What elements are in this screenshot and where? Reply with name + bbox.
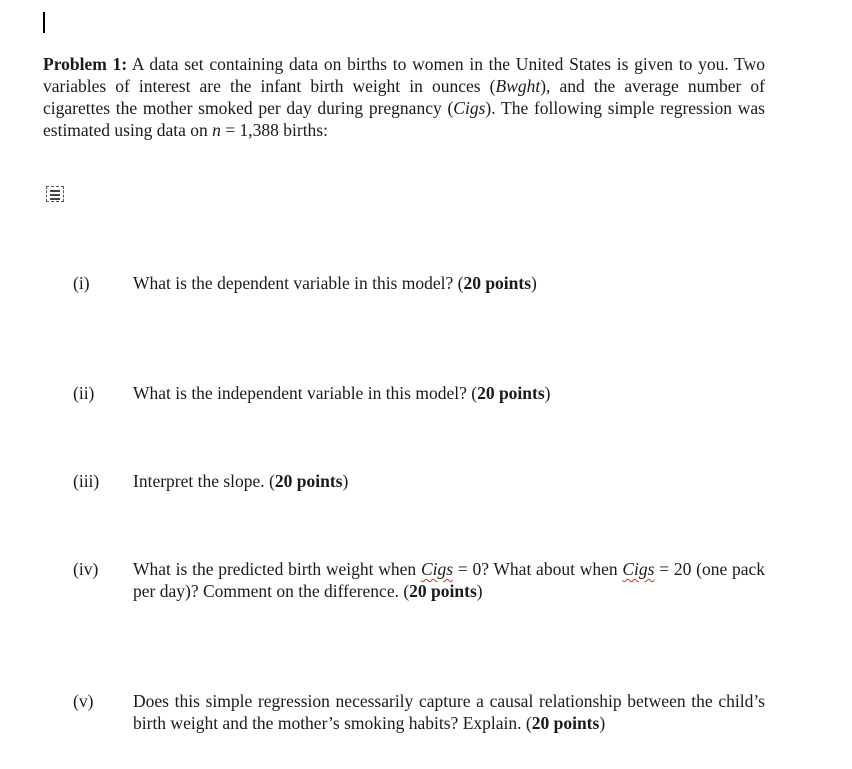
question-close: ): [476, 581, 483, 601]
question-text: [133, 690, 765, 734]
question-text: [133, 558, 765, 602]
question-close: ): [544, 383, 551, 403]
question-number: (iv): [73, 559, 99, 579]
question-body-c: = 20 (one pack per day)? Comment on the difference. (: [133, 559, 765, 601]
question-text: [133, 470, 765, 492]
variable-n: n: [212, 120, 221, 140]
question-close: ): [531, 273, 537, 293]
broken-image-icon[interactable]: [46, 186, 64, 202]
question-points: 20 points: [463, 273, 532, 293]
question-points: 20 points: [477, 383, 545, 403]
problem-text-1: A data set containing data on births to women in the United States is given to you. Two variables of interest are the infant birth weight in ounces (: [43, 54, 765, 96]
question-number: (ii): [73, 383, 95, 403]
question-body-a: What is the predicted birth weight when: [133, 559, 421, 579]
problem-text-2: ), and the average number of cigarettes the mother smoked per day during pregnancy (: [43, 76, 765, 118]
question-body: What is the independent variable in this model? (: [133, 383, 478, 403]
variable-bwght: Bwght: [495, 76, 541, 96]
question-close: ): [342, 471, 349, 491]
question-points: 20 points: [274, 471, 343, 491]
question-close: ): [599, 713, 606, 733]
problem-heading: Problem 1:: [43, 54, 128, 74]
variable-cigs: Cigs: [453, 98, 486, 118]
question-text: [133, 382, 765, 404]
question-body: What is the dependent variable in this model? (: [133, 273, 464, 293]
spellcheck-cigs[interactable]: Cigs: [622, 559, 655, 579]
question-body-b: = 0? What about when: [453, 559, 623, 579]
text-cursor: [43, 12, 45, 33]
question-points: 20 points: [409, 581, 477, 601]
question-body: Interpret the slope. (: [133, 471, 275, 491]
question-points: 20 points: [531, 713, 600, 733]
question-number: (iii): [73, 471, 100, 491]
question-number: (v): [73, 691, 94, 711]
problem-text-3: ). The following simple regression was estimated using data on: [43, 98, 765, 140]
problem-text-4: = 1,388 births:: [220, 120, 328, 140]
spellcheck-cigs[interactable]: Cigs: [420, 559, 454, 579]
problem-statement: [43, 53, 765, 141]
question-text: [133, 272, 765, 294]
question-body: Does this simple regression necessarily capture a causal relationship between the child’s birth weight and the mother’s smoking habits? Explain. (: [133, 691, 765, 733]
question-number: (i): [73, 273, 90, 293]
